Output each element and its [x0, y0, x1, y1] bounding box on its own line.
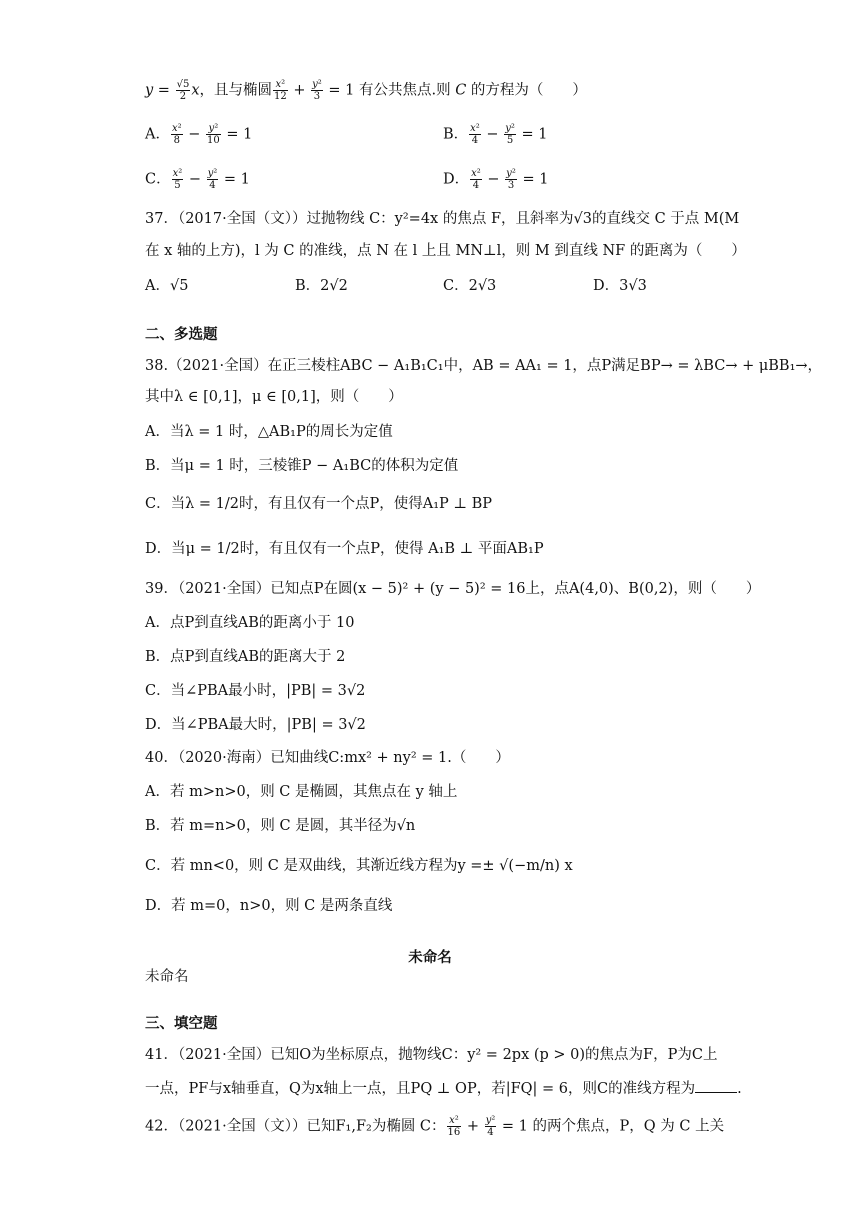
q36-option-b: B． $\frac{\text{x²}}{4}$ − $\frac{\text{y²}}{5}$ = 1 [443, 123, 548, 146]
q39-line-1: 39．（2021·全国）已知点P在圆(x − 5)² + (y − 5)² = 16上，点A(4,0)、B(0,2)，则（ ） [145, 581, 761, 597]
q37-option-c: C．2√3 [443, 278, 497, 294]
q40-option-b: B．若 m=n>0，则 C 是圆，其半径为√n [145, 818, 416, 834]
q37-option-b: B．2√2 [295, 278, 348, 294]
q42-text-a: 42．（2021·全国（文））已知F₁,F₂为椭圆 C： [145, 1118, 446, 1135]
q41-line-2-text: 一点，PF与x轴垂直，Q为x轴上一点，且PQ ⊥ OP，若|FQ| = 6，则C的准线方程为 [145, 1081, 696, 1097]
q38-option-c: C．当λ = 1/2时，有且仅有一个点P，使得A₁P ⊥ BP [145, 496, 493, 512]
q39-option-c: C．当∠PBA最小时，|PB| = 3√2 [145, 683, 366, 699]
q42-line-1: 42．（2021·全国（文））已知F₁,F₂为椭圆 C： $\frac{\text{x²}}{16}$ + $\frac{\text{y²}}{4}$ = 1 的两个焦点，P，Q 为 C 上关 [145, 1115, 725, 1138]
answer-blank [695, 1078, 737, 1093]
unnamed-subtitle: 未命名 [145, 969, 189, 985]
q36-option-c: C． $\frac{\text{x²}}{5}$ − $\frac{\text{y²}}{4}$ = 1 [145, 168, 250, 191]
section-heading-multi-choice: 二、多选题 [145, 326, 218, 343]
q38-option-d: D．当μ = 1/2时，有且仅有一个点P，使得 A₁B ⊥ 平面AB₁P [145, 541, 544, 557]
q40-option-d: D．若 m=0，n>0，则 C 是两条直线 [145, 898, 393, 914]
q37-line-2: 在 x 轴的上方)，l 为 C 的准线，点 N 在 l 上且 MN⊥l，则 M 到直线 NF 的距离为（ ） [145, 243, 746, 259]
q37-option-a: A．√5 [145, 278, 189, 294]
unnamed-title: 未命名 [408, 949, 452, 966]
q38-option-b: B．当μ = 1 时，三棱锥P − A₁BC的体积为定值 [145, 458, 459, 474]
q41-line-1: 41．（2021·全国）已知O为坐标原点，抛物线C：y² = 2px (p > 0)的焦点为F，P为C上 [145, 1047, 718, 1063]
q38-line-1: 38.（2021·全国）在正三棱柱ABC − A₁B₁C₁中，AB = AA₁ = 1，点P满足BP→ = λBC→ + μBB₁→， [145, 358, 823, 374]
q38-line-2: 其中λ ∈ [0,1]，μ ∈ [0,1]，则（ ） [145, 389, 403, 405]
q37-option-d: D．3√3 [593, 278, 647, 294]
q40-option-a: A．若 m>n>0，则 C 是椭圆，其焦点在 y 轴上 [145, 784, 458, 800]
q39-option-b: B．点P到直线AB的距离大于 2 [145, 649, 346, 665]
q42-text-b: 的两个焦点，P，Q 为 C 上关 [532, 1118, 725, 1135]
q36-option-a: A． $\frac{\text{x²}}{8}$ − $\frac{\text{y²}}{10}$ = 1 [145, 123, 253, 146]
q40-line-1: 40．（2020·海南）已知曲线C:mx² + ny² = 1.（ ） [145, 750, 510, 766]
q36-stem-text-2: 有公共焦点.则 [358, 82, 451, 99]
q41-line-2: 一点，PF与x轴垂直，Q为x轴上一点，且PQ ⊥ OP，若|FQ| = 6，则C的准线方程为 . [145, 1078, 742, 1099]
q37-line-1: 37．（2017·全国（文））过抛物线 C：y²=4x 的焦点 F，且斜率为√3的直线交 C 于点 M(M [145, 211, 740, 227]
q36-option-d: D． $\frac{\text{x²}}{4}$ − $\frac{\text{y²}}{3}$ = 1 [443, 168, 549, 191]
q36-stem-line: y = $\frac{√5}{2}$ x，且与椭圆 $\frac{\text{x²}}{12}$ + $\frac{\text{y²}}{3}$ = 1 有公共焦点.则 C 的方程为（ ） [145, 79, 587, 102]
q40-option-c: C．若 mn<0，则 C 是双曲线，其渐近线方程为y =± √(−m/n) x [145, 858, 573, 874]
q36-stem-text: ，且与椭圆 [199, 82, 272, 99]
q39-option-a: A．点P到直线AB的距离小于 10 [145, 615, 355, 631]
q36-stem-text-3: 的方程为（ ） [470, 82, 587, 99]
q39-option-d: D．当∠PBA最大时，|PB| = 3√2 [145, 717, 366, 733]
section-heading-fill-in: 三、填空题 [145, 1015, 218, 1032]
q38-option-a: A．当λ = 1 时，△AB₁P的周长为定值 [145, 424, 393, 440]
